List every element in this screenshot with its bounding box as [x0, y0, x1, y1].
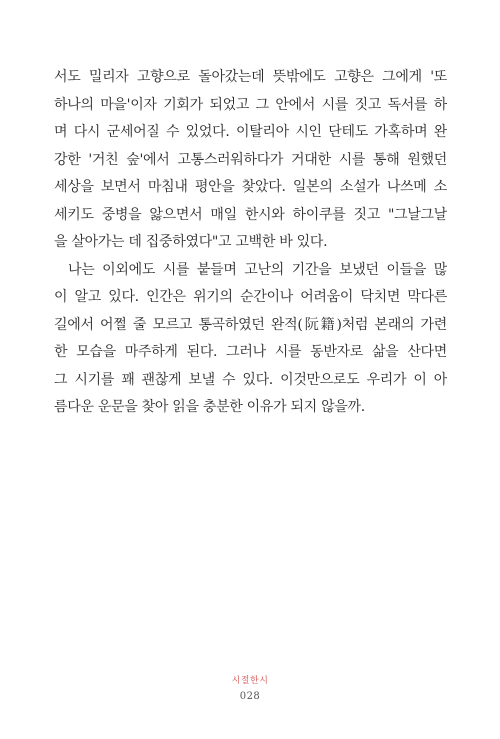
- paragraph-1: [54, 64, 447, 257]
- text-line: 며 다시 군세어질 수 있었다. 이탈리아 시인 단테도 가혹하며 완: [54, 124, 447, 140]
- text-line: 강한 '거친 숲'에서 고통스러워하다가 거대한 시를 통해 원했던: [54, 151, 447, 168]
- text-line: 세키도 중병을 앓으면서 매일 한시와 하이쿠를 짓고 "그날그날: [54, 206, 447, 223]
- body-text: [54, 64, 447, 422]
- page-number: 028: [239, 691, 261, 702]
- text-line: 한 모습을 마주하게 된다. 그러나 시를 동반자로 삶을 산다면: [54, 344, 447, 360]
- text-line: 서도 밀리자 고향으로 돌아갔는데 뜻밖에도 고향은 그에게 '또: [54, 69, 447, 85]
- text-line: 길에서 어쩔 줄 모르고 통곡하였던 완적(阮籍)처럼 본래의 가련: [54, 316, 447, 333]
- text-line: 을 살아가는 데 집중하였다"고 고백한 바 있다.: [54, 234, 328, 250]
- text-line: 이 알고 있다. 인간은 위기의 순간이나 어려움이 닥치면 막다른: [54, 289, 447, 305]
- paragraph-2: [54, 257, 447, 422]
- text-line: 하나의 마을'이자 기회가 되었고 그 안에서 시를 짓고 독서를 하: [54, 96, 447, 113]
- running-footer-title: 시절한시: [231, 676, 269, 686]
- text-line: 나는 이외에도 시를 붙들며 고난의 기간을 보냈던 이들을 많: [68, 261, 447, 278]
- text-line: 세상을 보면서 마침내 평안을 찾았다. 일본의 소설가 나쓰메 소: [54, 179, 447, 195]
- text-line: 름다운 운문을 찾아 읽을 충분한 이유가 되지 않을까.: [54, 399, 365, 415]
- text-line: 그 시기를 꽤 괜찮게 보낼 수 있다. 이것만으로도 우리가 이 아: [54, 371, 447, 388]
